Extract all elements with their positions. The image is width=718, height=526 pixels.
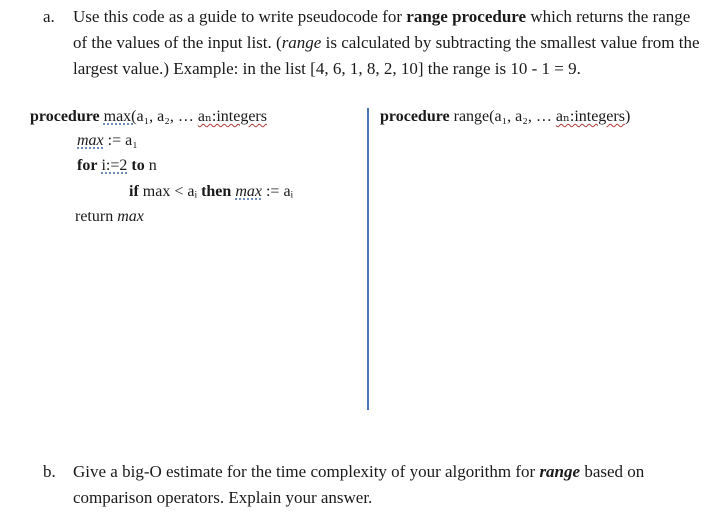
question-a-text — [73, 4, 703, 82]
max-line2-keyword: for — [77, 157, 98, 174]
max-line2-to: to — [131, 157, 145, 174]
question-a-italic-term: range — [281, 33, 322, 52]
max-procedure-code — [30, 106, 360, 246]
max-header-name: max( — [103, 108, 137, 125]
max-line3-var: max — [235, 183, 262, 200]
max-header-params: a₁, a₂, … — [136, 108, 198, 125]
range-header-last-param: aₙ:integers — [555, 108, 625, 125]
max-header-keyword: procedure — [30, 108, 100, 125]
question-b-text — [73, 459, 703, 511]
question-a-intro: Use this code as a guide to write pseudocode for — [73, 7, 403, 26]
question-b-marker: b. — [43, 462, 56, 481]
max-line3-if: if — [129, 183, 139, 200]
question-b-term: range — [539, 462, 581, 481]
max-code-line-1 — [77, 132, 138, 150]
max-header-last-param: aₙ:integers — [197, 108, 267, 125]
max-line2-n: n — [148, 157, 157, 174]
question-a-after-bold: which returns the range of the values of the input list. ( — [73, 7, 691, 52]
max-line3-cond: max < aᵢ — [142, 183, 198, 200]
column-divider — [367, 108, 369, 410]
range-procedure-header — [380, 106, 630, 126]
question-a-marker: a. — [43, 7, 55, 26]
max-line3-then: then — [201, 183, 232, 200]
max-line4-return: return — [75, 208, 114, 225]
max-line1-rest: := a₁ — [107, 132, 138, 149]
max-line3-rest: := aᵢ — [265, 183, 294, 200]
question-a-bold-term: range procedure — [406, 7, 527, 26]
question-b-rest: based on comparison operators. Explain your answer. — [73, 462, 645, 507]
max-code-line-2 — [77, 157, 157, 175]
range-header-name: range( — [453, 108, 495, 125]
range-header-keyword: procedure — [380, 108, 450, 125]
question-a — [43, 4, 703, 108]
range-header-params: a₁, a₂, … — [494, 108, 556, 125]
max-line1-var: max — [77, 132, 104, 149]
range-header-close: ) — [624, 108, 631, 125]
question-b — [43, 459, 703, 511]
question-a-rest: is calculated by subtracting the smallest value from the largest value.) Example: in the list [4, 6, 1, 8, 2, 10] the range is 10 - 1 = 9. — [73, 33, 700, 78]
max-procedure-header — [30, 106, 267, 126]
max-line4-var: max — [117, 208, 144, 225]
max-code-line-3 — [129, 183, 293, 201]
max-line2-iter: i:=2 — [101, 157, 128, 174]
question-b-intro: Give a big-O estimate for the time complexity of your algorithm for — [73, 462, 536, 481]
max-code-line-4 — [75, 208, 144, 226]
